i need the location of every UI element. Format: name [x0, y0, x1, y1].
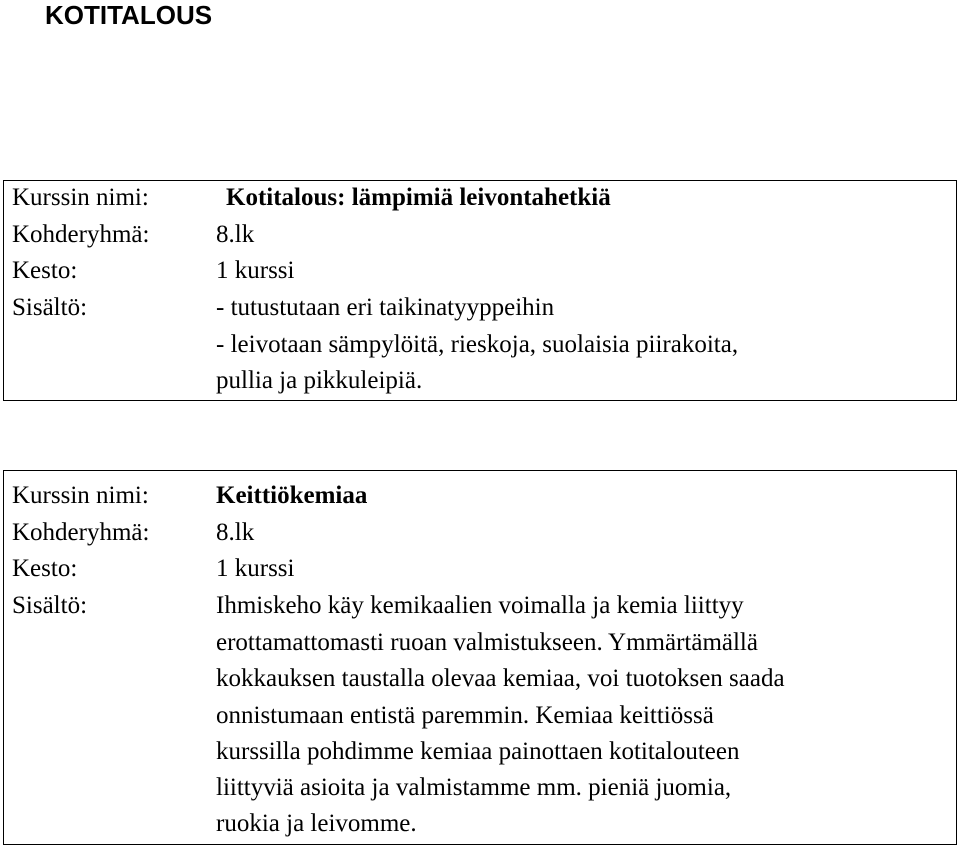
course-card	[3, 470, 957, 845]
content-line: kurssilla pohdimme kemiaa painottaen kotitalouteen	[216, 738, 740, 765]
target-group-label: Kohderyhmä:	[12, 221, 150, 248]
content-label: Sisältö:	[12, 592, 88, 619]
content-line: erottamattomasti ruoan valmistukseen. Ymmärtämällä	[216, 629, 758, 656]
content-line: - leivotaan sämpylöitä, rieskoja, suolaisia piirakoita,	[216, 331, 739, 358]
page-title: KOTITALOUS	[45, 0, 213, 30]
target-group-value: 8.lk	[216, 519, 255, 546]
content-label: Sisältö:	[12, 294, 88, 321]
course-name-value: Kotitalous: lämpimiä leivontahetkiä	[226, 184, 611, 211]
content-line: Ihmiskeho käy kemikaalien voimalla ja kemia liittyy	[216, 592, 744, 619]
course-name-label: Kurssin nimi:	[12, 184, 149, 211]
course-name-value: Keittiökemiaa	[216, 482, 368, 509]
duration-value: 1 kurssi	[216, 555, 295, 582]
content-line: ruokia ja leivomme.	[216, 810, 417, 837]
target-group-value: 8.lk	[216, 221, 255, 248]
course-name-label: Kurssin nimi:	[12, 482, 149, 509]
content-line: liittyviä asioita ja valmistamme mm. pieniä juomia,	[216, 774, 732, 801]
content-line: onnistumaan entistä paremmin. Kemiaa keittiössä	[216, 702, 714, 729]
content-line: kokkauksen taustalla olevaa kemiaa, voi tuotoksen saada	[216, 665, 785, 692]
duration-label: Kesto:	[12, 555, 78, 582]
target-group-label: Kohderyhmä:	[12, 519, 150, 546]
duration-value: 1 kurssi	[216, 257, 295, 284]
course-card	[3, 180, 957, 401]
content-line: - tutustutaan eri taikinatyyppeihin	[216, 294, 555, 321]
content-line: pullia ja pikkuleipiä.	[216, 367, 423, 394]
duration-label: Kesto:	[12, 257, 78, 284]
